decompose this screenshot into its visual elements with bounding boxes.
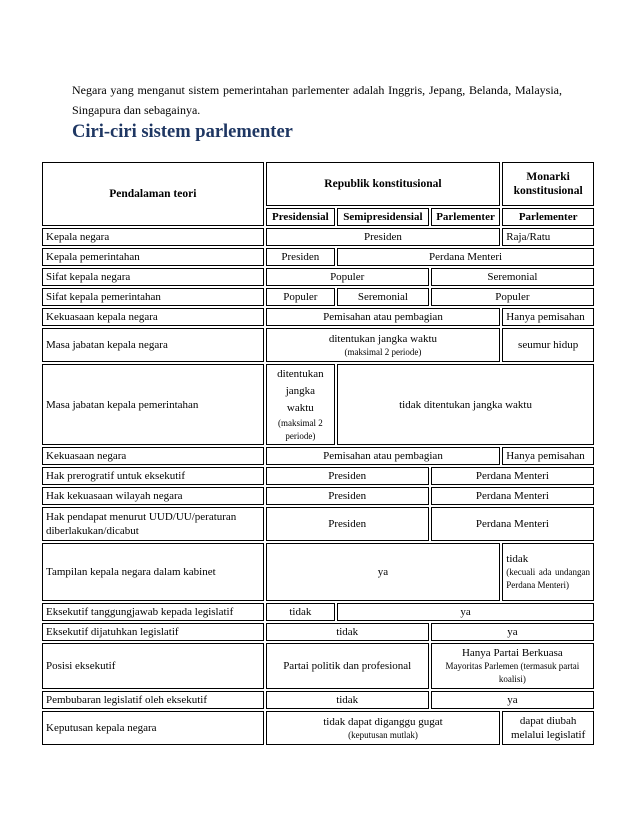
row-label: Sifat kepala pemerintahan <box>42 288 264 306</box>
row-value <box>266 364 336 445</box>
comparison-table <box>40 160 596 747</box>
row-label: Tampilan kepala negara dalam kabinet <box>42 543 264 601</box>
row-value: Partai politik dan profesional <box>266 643 429 689</box>
row-value <box>266 711 501 745</box>
header-republic: Republik konstitusional <box>266 162 501 206</box>
table-row <box>42 248 594 266</box>
row-value <box>431 643 594 689</box>
table-row <box>42 603 594 621</box>
row-value: Pemisahan atau pembagian <box>266 308 501 326</box>
header-theory: Pendalaman teori <box>42 162 264 226</box>
row-value: tidak <box>266 623 429 641</box>
row-value: ya <box>431 691 594 709</box>
row-value: Perdana Menteri <box>431 467 594 485</box>
row-value: ya <box>266 543 501 601</box>
row-value: Presiden <box>266 248 336 266</box>
row-value: Populer <box>431 288 594 306</box>
header-monarchy: Monarki konstitusional <box>502 162 594 206</box>
row-value: tidak <box>266 691 429 709</box>
row-label: Kekuasaan kepala negara <box>42 308 264 326</box>
row-value: Pemisahan atau pembagian <box>266 447 501 465</box>
row-label: Hak kekuasaan wilayah negara <box>42 487 264 505</box>
row-label: Kekuasaan negara <box>42 447 264 465</box>
table-row <box>42 447 594 465</box>
row-value: Hanya pemisahan <box>502 308 594 326</box>
row-value: Seremonial <box>337 288 429 306</box>
row-label: Hak prerogratif untuk eksekutif <box>42 467 264 485</box>
row-label: Keputusan kepala negara <box>42 711 264 745</box>
table-row <box>42 364 594 445</box>
table-row <box>42 691 594 709</box>
value-line: ditentukan <box>277 368 324 380</box>
table-row <box>42 328 594 362</box>
subheader-monarchy-parliamentary: Parlementer <box>502 208 594 226</box>
table-row <box>42 288 594 306</box>
table-row <box>42 487 594 505</box>
row-label: Masa jabatan kepala negara <box>42 328 264 362</box>
row-value: Perdana Menteri <box>431 487 594 505</box>
row-label: Kepala pemerintahan <box>42 248 264 266</box>
subheader-presidential: Presidensial <box>266 208 336 226</box>
value-main: Hanya Partai Berkuasa <box>461 647 563 659</box>
row-label: Hak pendapat menurut UUD/UU/peraturan diberlakukan/dicabut <box>42 507 264 541</box>
value-note: (kecuali ada undangan Perdana Menteri) <box>506 567 590 590</box>
table-row <box>42 507 594 541</box>
subheader-semipresidential: Semipresidensial <box>337 208 429 226</box>
row-label: Kepala negara <box>42 228 264 246</box>
row-value: Perdana Menteri <box>337 248 594 266</box>
row-value: Populer <box>266 288 336 306</box>
value-main: ditentukan jangka waktu <box>328 332 438 345</box>
value-note: Mayoritas Parlemen (termasuk partai koalisi) <box>445 661 580 684</box>
table-row <box>42 228 594 246</box>
row-value: Hanya pemisahan <box>502 447 594 465</box>
value-note: (maksimal 2 periode) <box>277 418 323 441</box>
row-value: Presiden <box>266 487 429 505</box>
row-label: Pembubaran legislatif oleh eksekutif <box>42 691 264 709</box>
row-value: Seremonial <box>431 268 594 286</box>
row-value: Presiden <box>266 467 429 485</box>
table-row <box>42 543 594 601</box>
row-value: seumur hidup <box>502 328 594 362</box>
intro-paragraph: Negara yang menganut sistem pemerintahan parlementer adalah Inggris, Jepang, Belanda, Malaysia, Singapura dan sebagainya. <box>72 83 562 117</box>
row-value: tidak <box>266 603 336 621</box>
table-row <box>42 467 594 485</box>
row-value: Presiden <box>266 507 429 541</box>
subheader-parliamentary: Parlementer <box>431 208 501 226</box>
row-value: Presiden <box>266 228 501 246</box>
table-row <box>42 308 594 326</box>
row-value: Populer <box>266 268 429 286</box>
value-main: tidak <box>506 553 529 565</box>
row-value: Perdana Menteri <box>431 507 594 541</box>
value-main: tidak dapat diganggu gugat <box>323 715 443 728</box>
row-value <box>266 328 501 362</box>
row-value: ya <box>431 623 594 641</box>
value-note: (maksimal 2 periode) <box>344 346 422 357</box>
row-label: Eksekutif dijatuhkan legislatif <box>42 623 264 641</box>
row-value: dapat diubah melalui legislatif <box>502 711 594 745</box>
table-row <box>42 268 594 286</box>
table-row <box>42 643 594 689</box>
row-label: Posisi eksekutif <box>42 643 264 689</box>
row-value: Raja/Ratu <box>502 228 594 246</box>
value-line: waktu <box>286 402 314 414</box>
row-value <box>502 543 594 601</box>
row-label: Sifat kepala negara <box>42 268 264 286</box>
value-line: jangka <box>285 385 316 397</box>
row-value: ya <box>337 603 594 621</box>
value-note: (keputusan mutlak) <box>348 729 418 740</box>
section-heading: Ciri-ciri sistem parlementer <box>72 122 293 142</box>
row-value: tidak ditentukan jangka waktu <box>337 364 594 445</box>
row-label: Masa jabatan kepala pemerintahan <box>42 364 264 445</box>
row-label: Eksekutif tanggungjawab kepada legislatif <box>42 603 264 621</box>
table-row <box>42 623 594 641</box>
table-row <box>42 711 594 745</box>
